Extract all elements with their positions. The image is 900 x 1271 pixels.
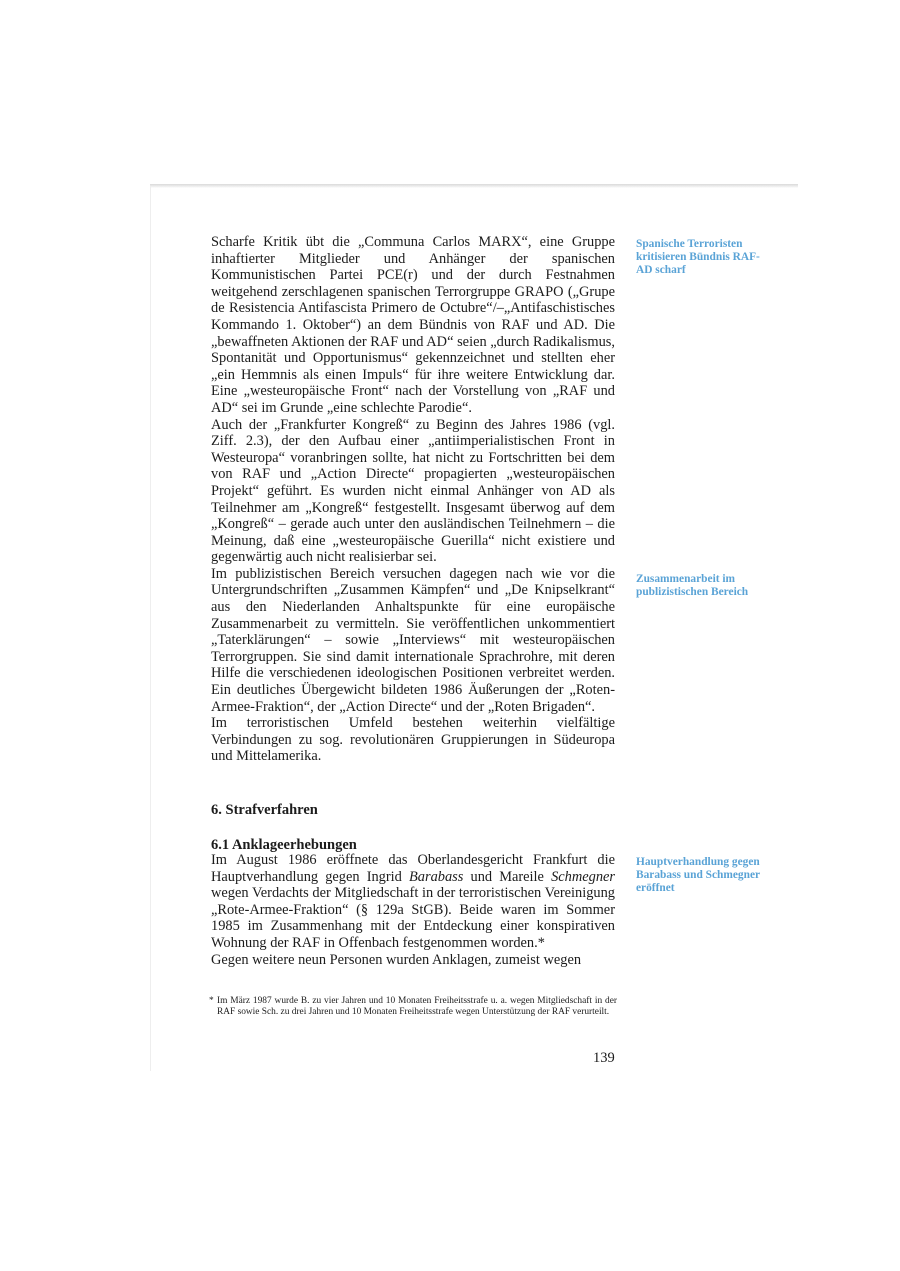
- body-text-top: [211, 234, 615, 765]
- margin-note-trial: Hauptverhandlung gegen Barabass und Schmegner eröffnet: [636, 856, 760, 895]
- name-schmegner: Schmegner: [551, 868, 615, 885]
- paragraph-criticism: Scharfe Kritik übt die „Communa Carlos MARX“, eine Gruppe inhaftierter Mitglieder und Anhänger der spanischen Kommunistischen Partei PCE(r) und der durch Festnahmen weitgehend zerschlagenen spanischen Terrorgruppe GRAPO („Grupe de Resistencia Antifascista Primero de Octubre“/–„Antifaschistisches Kommando 1. Oktober“) an dem Bündnis von RAF und AD. Die „bewaffneten Aktionen der RAF und AD“ seien „durch Radikalismus, Spontanität und Opportunismus“ gekennzeichnet und stellten eher „ein Hemmnis als einen Impuls“ für ihre weitere Entwicklung dar. Eine „westeuropäische Front“ nach der Vorstellung von „RAF und AD“ sei im Grunde „eine schlechte Parodie“.: [211, 234, 615, 416]
- paragraph-frankfurt-congress: Auch der „Frankfurter Kongreß“ zu Beginn des Jahres 1986 (vgl. Ziff. 2.3), der den Aufbau einer „antiimperialistischen Front in Westeuropa“ voranbringen sollte, hat nicht zu Fortschritten bei dem von RAF und „Action Directe“ propagierten „westeuropäischen Projekt“ geführt. Es wurden nicht einmal Anhänger von AD als Teilnehmer am „Kongreß“ festgestellt. Insgesamt überwog auf dem „Kongreß“ – gerade auch unter den ausländischen Teilnehmern – die Meinung, daß eine „westeuropäische Guerilla“ nicht existiere und gegenwärtig auch nicht realisierbar sei.: [211, 416, 615, 566]
- page-number: 139: [593, 1050, 615, 1066]
- name-barabass: Barabass: [409, 868, 464, 885]
- footnote-text: Im März 1987 wurde B. zu vier Jahren und 10 Monaten Freiheitsstrafe u. a. wegen Mitgliedschaft in der RAF sowie Sch. zu drei Jahren und 10 Monaten Freiheitsstrafe wegen Unterstützung der RAF verurteilt.: [217, 996, 617, 1017]
- paragraph-further-charges: Gegen weitere neun Personen wurden Anklagen, zumeist wegen: [211, 951, 582, 968]
- subsection-heading: 6.1 Anklageerhebungen: [211, 837, 357, 853]
- paragraph-publicity: Im publizistischen Bereich versuchen dagegen nach wie vor die Untergrundschriften „Zusammen Kämpfen“ und „De Knipselkrant“ aus den Niederlanden Anhaltspunkte für eine europäische Zusammenarbeit zu vermitteln. Sie veröffentlichen unkommentiert „Taterklärungen“ – sowie „Interviews“ mit westeuropäischen Terrorgruppen. Sie sind damit internationale Sprachrohre, mit deren Hilfe die verschiedenen ideologischen Positionen verbreitet werden. Ein deutliches Übergewicht bildeten 1986 Äußerungen der „Roten-Armee-Fraktion“, der „Action Directe“ und der „Roten Brigaden“.: [211, 565, 615, 715]
- paragraph-indictment: Im August 1986 eröffnete das Oberlandesgericht Frankfurt die Hauptverhandlung gegen Ingrid Barabass und Mareile Schmegner wegen Verdachts der Mitgliedschaft in der terroristischen Vereinigung „Rote-Armee-Fraktion“ (§ 129a StGB). Beide waren im Sommer 1985 im Zusammenhang mit der Entdeckung einer konspirativen Wohnung der RAF in Offenbach festgenommen worden.*: [211, 852, 615, 951]
- footnote: [209, 996, 617, 1018]
- section-heading: 6. Strafverfahren: [211, 802, 318, 818]
- page-top-edge: [150, 184, 798, 188]
- footnote-marker: *: [209, 996, 214, 1006]
- margin-note-cooperation: Zusammenarbeit im publizistischen Bereich: [636, 573, 749, 599]
- margin-note-spanish-terrorists: Spanische Terroristen kritisieren Bündnis RAF-AD scharf: [636, 238, 760, 277]
- paragraph-connections: Im terroristischen Umfeld bestehen weiterhin vielfältige Verbindungen zu sog. revolutionären Gruppierungen in Südeuropa und Mittelamerika.: [211, 715, 615, 765]
- body-text-bottom: [211, 852, 615, 968]
- page-left-edge: [150, 186, 151, 1071]
